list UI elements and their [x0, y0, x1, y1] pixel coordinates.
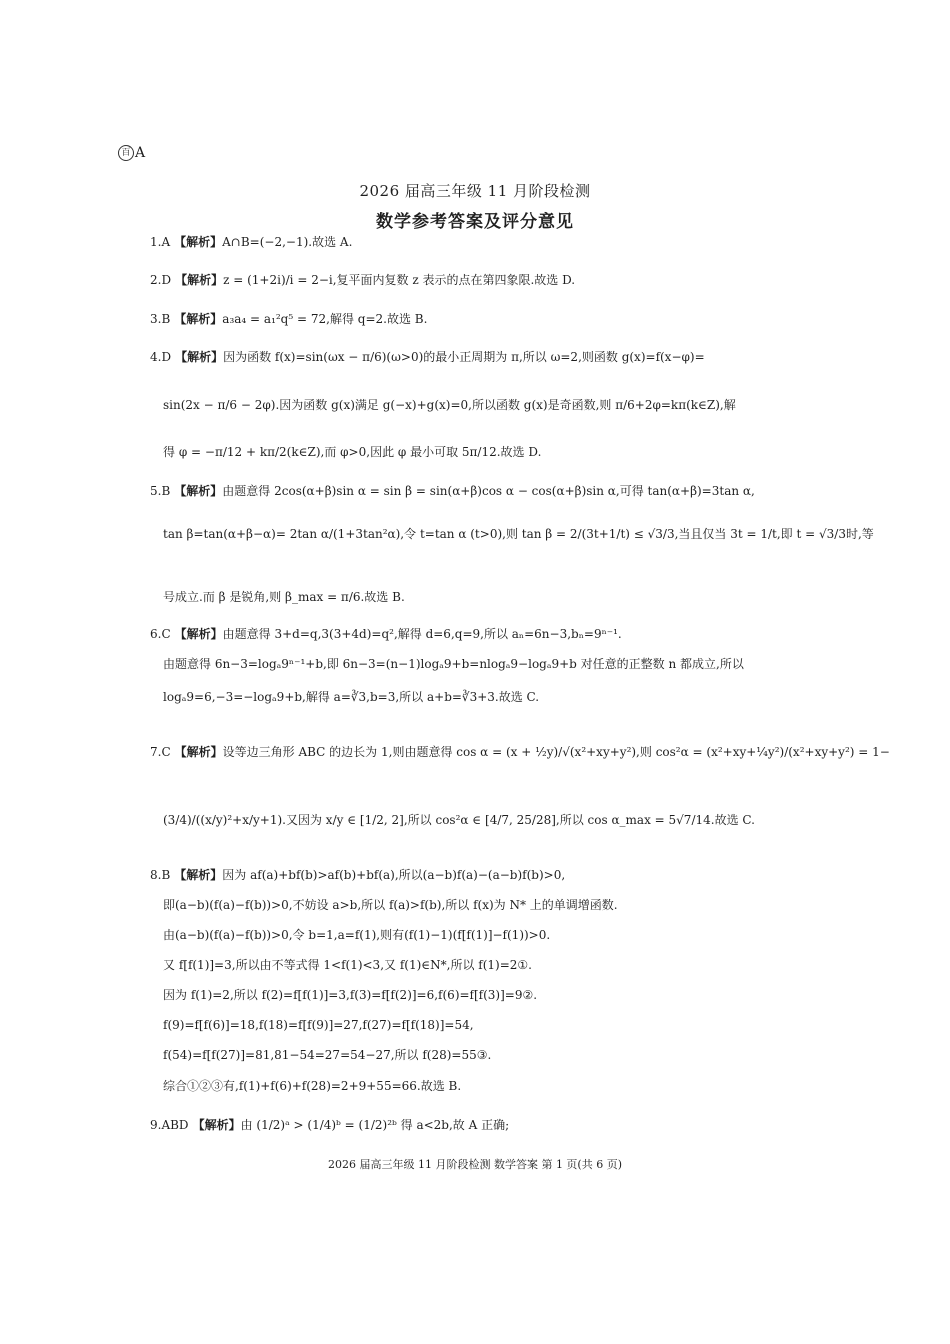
- line-text: sin(2x − π/6 − 2φ).因为函数 g(x)满足 g(−x)+g(x)=0,所以函数 g(x)是奇函数,则 π/6+2φ=kπ(k∈Z),解: [163, 398, 736, 412]
- answer-line: [163, 927, 550, 943]
- analysis-tag: 【解析】: [175, 350, 224, 364]
- question-number: 5.B: [150, 484, 171, 498]
- line-text: 因为函数 f(x)=sin(ωx − π/6)(ω>0)的最小正周期为 π,所以 ω=2,则函数 g(x)=f(x−φ)=: [223, 350, 705, 364]
- answer-line: [150, 867, 565, 883]
- question-number: 8.B: [150, 868, 171, 882]
- line-text: logₐ9=6,−3=−logₐ9+b,解得 a=∛3,b=3,所以 a+b=∛3+3.故选 C.: [163, 690, 540, 704]
- line-text: A∩B=(−2,−1).故选 A.: [222, 235, 353, 249]
- answer-line: [163, 812, 755, 828]
- answer-line: [150, 626, 622, 642]
- line-text: 设等边三角形 ABC 的边长为 1,则由题意得 cos α = (x + ½y)/√(x²+xy+y²),则 cos²α = (x²+xy+¼y²)/(x²+xy+y²) = 1−: [222, 745, 890, 759]
- page-footer: 2026 届高三年级 11 月阶段检测 数学答案 第 1 页(共 6 页): [327, 1158, 623, 1171]
- circled-mark: 百: [118, 145, 134, 161]
- question-number: 3.B: [150, 312, 171, 326]
- line-text: f(54)=f[f(27)]=81,81−54=27=54−27,所以 f(28)=55③.: [163, 1048, 492, 1062]
- line-text: 综合①②③有,f(1)+f(6)+f(28)=2+9+55=66.故选 B.: [163, 1079, 462, 1093]
- line-text: z = (1+2i)/i = 2−i,复平面内复数 z 表示的点在第四象限.故选 D.: [223, 273, 576, 287]
- answer-line: [163, 1078, 461, 1094]
- line-text: 即(a−b)(f(a)−f(b))>0,不妨设 a>b,所以 f(a)>f(b),所以 f(x)为 N* 上的单调增函数.: [163, 898, 618, 912]
- page-title: 2026 届高三年级 11 月阶段检测: [359, 182, 591, 200]
- analysis-tag: 【解析】: [174, 868, 223, 882]
- analysis-tag: 【解析】: [174, 235, 223, 249]
- question-number: 9.ABD: [150, 1118, 189, 1132]
- line-text: 由题意得 2cos(α+β)sin α = sin β = sin(α+β)cos α − cos(α+β)sin α,可得 tan(α+β)=3tan α,: [222, 484, 755, 498]
- line-text: 由题意得 6n−3=logₐ9ⁿ⁻¹+b,即 6n−3=(n−1)logₐ9+b=nlogₐ9−logₐ9+b 对任意的正整数 n 都成立,所以: [163, 657, 744, 671]
- answer-line: [150, 272, 575, 288]
- line-text: (3/4)/((x/y)²+x/y+1).又因为 x/y ∈ [1/2, 2],所以 cos²α ∈ [4/7, 25/28],所以 cos α_max = 5√7/14.故选 C.: [163, 813, 755, 827]
- answer-line: [150, 311, 427, 327]
- analysis-tag: 【解析】: [174, 312, 223, 326]
- answer-line: [150, 744, 890, 760]
- corner-letter: A: [135, 145, 146, 161]
- question-number: 4.D: [150, 350, 172, 364]
- answer-line: [163, 689, 539, 705]
- answer-line: [163, 1047, 491, 1063]
- analysis-tag: 【解析】: [192, 1118, 241, 1132]
- answer-line: [150, 483, 755, 499]
- question-number: 7.C: [150, 745, 171, 759]
- analysis-tag: 【解析】: [174, 484, 223, 498]
- question-number: 6.C: [150, 627, 171, 641]
- line-text: 得 φ = −π/12 + kπ/2(k∈Z),而 φ>0,因此 φ 最小可取 5π/12.故选 D.: [163, 445, 542, 459]
- analysis-tag: 【解析】: [175, 273, 224, 287]
- line-text: tan β=tan(α+β−α)= 2tan α/(1+3tan²α),令 t=tan α (t>0),则 tan β = 2/(3t+1/t) ≤ √3/3,当且仅当 3t = 1/t,即 t = √3/3时,等: [163, 527, 874, 541]
- answer-line: [163, 444, 541, 460]
- analysis-tag: 【解析】: [174, 745, 223, 759]
- line-text: 号成立.而 β 是锐角,则 β_max = π/6.故选 B.: [163, 590, 405, 604]
- line-text: 由(a−b)(f(a)−f(b))>0,令 b=1,a=f(1),则有(f(1)−1)(f[f(1)]−f(1))>0.: [163, 928, 551, 942]
- answer-line: [150, 1117, 509, 1133]
- answer-line: [150, 234, 352, 250]
- corner-mark: [118, 145, 145, 161]
- answer-line: [163, 656, 744, 672]
- answer-line: [163, 987, 537, 1003]
- answer-line: [163, 526, 874, 542]
- line-text: f(9)=f[f(6)]=18,f(18)=f[f(9)]=27,f(27)=f[f(18)]=54,: [163, 1018, 474, 1032]
- answer-line: [163, 589, 405, 605]
- page-subtitle: 数学参考答案及评分意见: [376, 212, 574, 232]
- answer-line: [150, 349, 705, 365]
- line-text: 因为 f(1)=2,所以 f(2)=f[f(1)]=3,f(3)=f[f(2)]=6,f(6)=f[f(3)]=9②.: [163, 988, 538, 1002]
- analysis-tag: 【解析】: [174, 627, 223, 641]
- line-text: a₃a₄ = a₁²q⁵ = 72,解得 q=2.故选 B.: [222, 312, 428, 326]
- line-text: 又 f[f(1)]=3,所以由不等式得 1<f(1)<3,又 f(1)∈N*,所以 f(1)=2①.: [163, 958, 532, 972]
- line-text: 由 (1/2)ᵃ > (1/4)ᵇ = (1/2)²ᵇ 得 a<2b,故 A 正确;: [240, 1118, 510, 1132]
- line-text: 由题意得 3+d=q,3(3+4d)=q²,解得 d=6,q=9,所以 aₙ=6n−3,bₙ=9ⁿ⁻¹.: [222, 627, 622, 641]
- answer-line: [163, 1017, 474, 1033]
- answer-line: [163, 897, 618, 913]
- question-number: 2.D: [150, 273, 172, 287]
- question-number: 1.A: [150, 235, 171, 249]
- answer-line: [163, 397, 736, 413]
- line-text: 因为 af(a)+bf(b)>af(b)+bf(a),所以(a−b)f(a)−(a−b)f(b)>0,: [222, 868, 566, 882]
- answer-line: [163, 957, 532, 973]
